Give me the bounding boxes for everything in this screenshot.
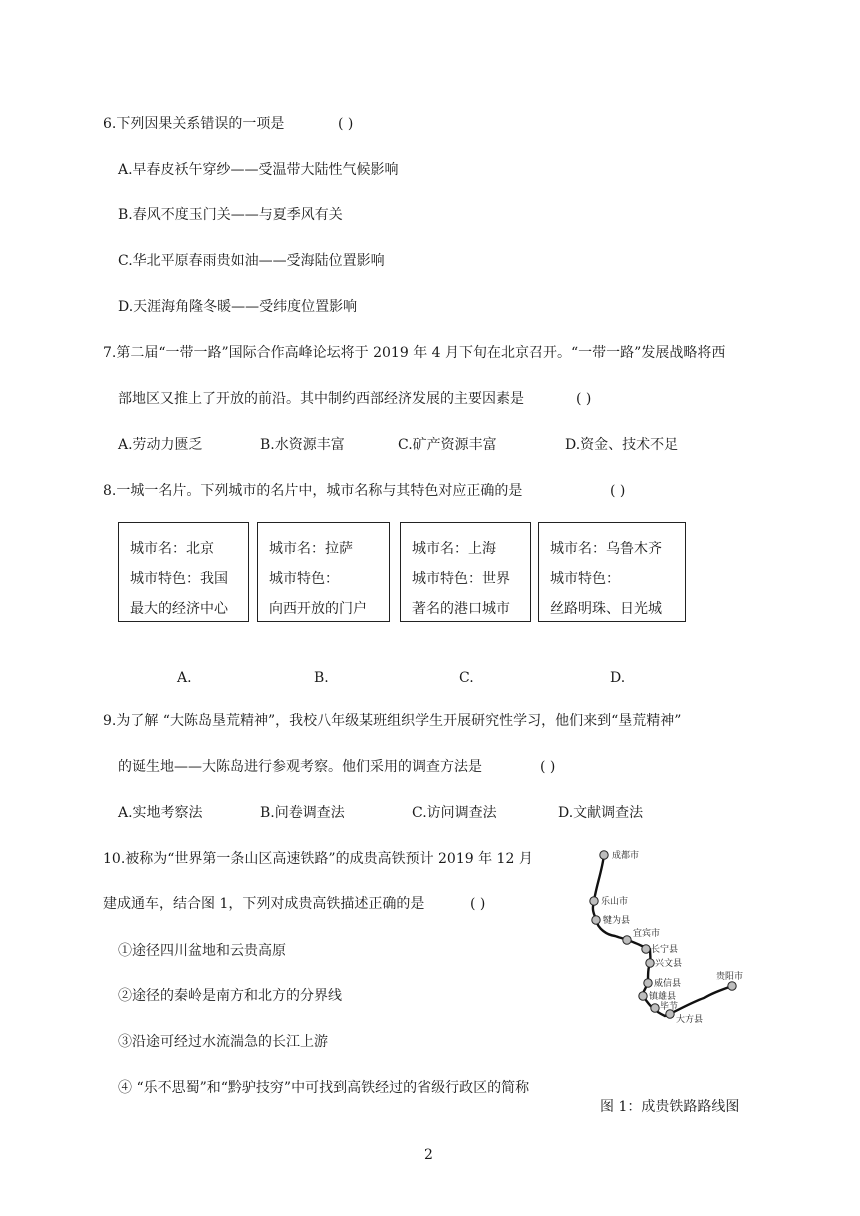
station-label: 兴文县 [655,959,683,969]
q10-answer-bracket: ( ) [470,896,486,912]
q9-stem-line1: 9.为了解 “大陈岛垦荒精神”，我校八年级某班组织学生开展研究性学习，他们来到“垦荒精神” [103,713,682,729]
city-card-a [118,522,249,622]
q9-option-c: C.访问调查法 [412,805,497,821]
q7-answer-bracket: ( ) [576,391,592,407]
q6-option-c: C.华北平原春雨贵如油——受海陆位置影响 [118,253,385,269]
city-card-name: 城市名：乌鲁木齐 [550,541,662,557]
q8-answer-bracket: ( ) [610,483,626,499]
city-card-caption-b: B. [314,670,329,686]
q10-stem-line1: 10.被称为“世界第一条山区高速铁路”的成贵高铁预计 2019 年 12 月 [103,851,533,867]
city-card-feature: 著名的港口城市 [412,601,510,617]
city-card-feature-label: 城市特色： [550,571,620,587]
city-card-caption-d: D. [610,670,626,686]
station-label: 镇雄县 [649,992,677,1002]
city-card-feature: 最大的经济中心 [130,601,228,617]
station-label: 犍为县 [603,916,631,926]
q7-stem-line2: 部地区又推上了开放的前沿。其中制约西部经济发展的主要因素是 [118,391,524,407]
city-card-d [538,522,686,622]
station-dot [728,982,736,990]
station-label: 乐山市 [601,897,629,907]
q8-stem: 8.一城一名片。下列城市的名片中，城市名称与其特色对应正确的是 [103,483,523,499]
city-card-caption-a: A. [177,670,192,686]
city-card-feature: 向西开放的门户 [269,601,367,617]
q6-option-a: A.早春皮袄午穿纱——受温带大陆性气候影响 [118,162,399,178]
q10-statement-2: ②途径的秦岭是南方和北方的分界线 [118,988,342,1004]
city-card-caption-c: C. [459,670,474,686]
q7-stem-line1: 7.第二届“一带一路”国际合作高峰论坛将于 2019 年 4 月下旬在北京召开。“一带一路”发展战略将西 [103,345,726,361]
station-dot [592,916,600,924]
station-dot [644,979,652,987]
q9-stem-line2: 的诞生地——大陈岛进行参观考察。他们采用的调查方法是 [118,759,482,775]
station-dot [590,897,598,905]
station-dot [651,1004,659,1012]
q7-option-a: A.劳动力匮乏 [118,437,203,453]
station-label: 成都市 [612,851,640,861]
station-label: 毕节 [660,1002,679,1012]
q9-answer-bracket: ( ) [540,759,556,775]
station-label: 贵阳市 [716,972,744,982]
q10-statement-4: ④ “乐不思蜀”和“黔驴技穷”中可找到高铁经过的省级行政区的简称 [118,1080,530,1096]
city-card-name: 城市名：北京 [130,541,214,557]
q6-option-d: D.天涯海角隆冬暖——受纬度位置影响 [118,299,358,315]
city-card-b [257,522,390,622]
q9-option-b: B.问卷调查法 [260,805,345,821]
q9-option-d: D.文献调查法 [558,805,644,821]
city-card-name: 城市名：拉萨 [269,541,353,557]
station-label: 威信县 [654,979,682,989]
station-dot [623,936,631,944]
q7-option-d: D.资金、技术不足 [565,437,679,453]
q6-answer-bracket: ( ) [338,116,354,132]
city-card-feature-label: 城市特色： [269,571,339,587]
q7-option-c: C.矿产资源丰富 [398,437,497,453]
page-number: 2 [424,1147,433,1163]
railway-route-map [580,843,756,1027]
station-label: 大方县 [676,1015,704,1025]
q10-stem-line2: 建成通车，结合图 1，下列对成贵高铁描述正确的是 [103,896,425,912]
station-label: 宜宾市 [633,929,661,939]
station-dot [639,992,647,1000]
q7-option-b: B.水资源丰富 [260,437,345,453]
q10-statement-1: ①途径四川盆地和云贵高原 [118,943,286,959]
station-dot [642,945,650,953]
q10-statement-3: ③沿途可经过水流湍急的长江上游 [118,1034,328,1050]
q9-option-a: A.实地考察法 [118,805,203,821]
station-dot [646,959,654,967]
q6-option-b: B.春风不度玉门关——与夏季风有关 [118,207,343,223]
q6-stem: 6.下列因果关系错误的一项是 [103,116,285,132]
city-card-c [400,522,531,622]
city-card-feature-label: 城市特色：世界 [412,571,510,587]
city-card-name: 城市名：上海 [412,541,496,557]
station-label: 长宁县 [651,945,679,955]
station-dot [600,851,608,859]
city-card-feature-label: 城市特色：我国 [130,571,228,587]
city-card-feature: 丝路明珠、日光城 [550,601,662,617]
figure-caption: 图 1：成贵铁路路线图 [600,1099,740,1115]
